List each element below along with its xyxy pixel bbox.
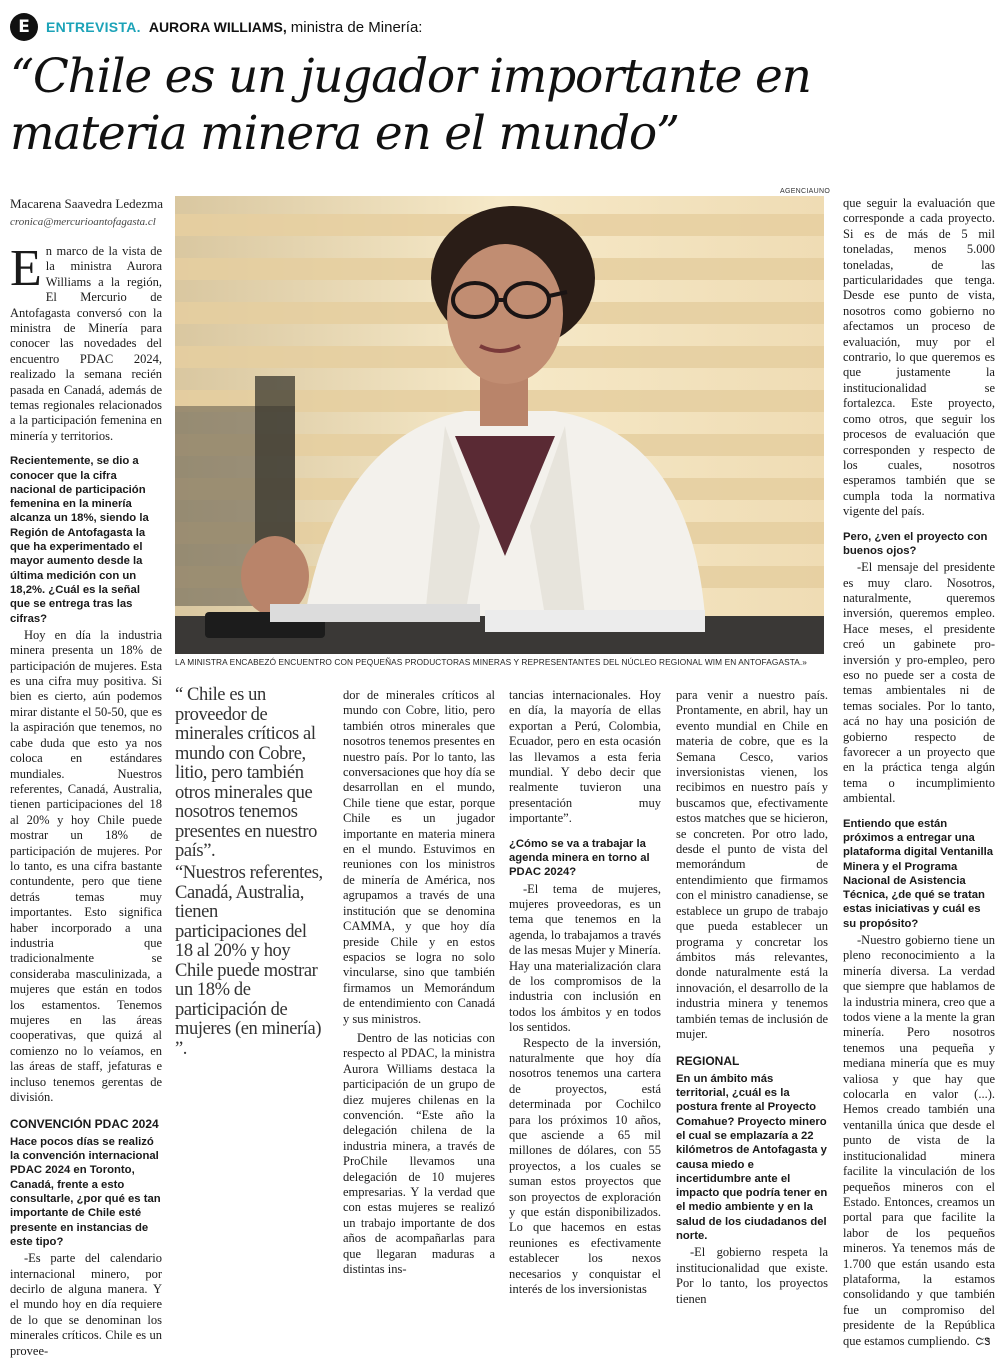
paragraph: tancias internacionales. Hoy en día, la mayoría de ellas exportan a Perú, Colombia, Ecuador, pero en esta ocasión las llevamos a esta feria mundial. Y debo decir que realmente tuvieron una presentación muy importante”. (509, 688, 661, 826)
answer: -Es parte del calendario internacional minero, por decirlo de alguna manera. Y el mundo hoy en día requiere de lo que se denominan los minerales críticos. Chile es un provee- (10, 1251, 162, 1358)
author-email: cronica@mercurioantofagasta.cl (10, 216, 156, 228)
section-badge: E (10, 13, 38, 41)
paragraph: para venir a nuestro país. Prontamente, en abril, hay un evento mundial en Chile en materia de cobre, que es la Semana Cesco, varios inversionistas vienen, los recibimos en nuestro país y buscamos que, efectivamente estos matches que se hicieron, se concreten. Por otro lado, desde el punto de vista del memorándum de entendimiento que firmamos con el ministro canadiense, se establece un grupo de trabajo que pueda establecer un programa y concretar los ámbitos más relevantes, donde naturalmente está la innovación, el desarrollo de la industria minera y tenemos también temas de inclusión de mujer. (676, 688, 828, 1041)
question: ¿Cómo se va a trabajar la agenda minera en torno al PDAC 2024? (509, 837, 650, 879)
question: Pero, ¿ven el proyecto con buenos ojos? (843, 530, 988, 557)
answer: -Nuestro gobierno tiene un pleno reconocimiento a la minería diversa. La verdad que siempre que hablamos de la industria minera, creo que a todos viene a la mente la gran minería. Pero nosotros tenemos una pequeña y mediana minería que es muy valiosa y que hay que colocarla en valor (...). Hemos creado también una ventanilla única que desde el punto de vista de la institucionalidad minera facilite la vinculación de los pequeños mineros con el Estado. Entonces, creamos un portal para que facilite la labor de los pequeños mineros. Ya tenemos más de 1.700 que están usando esta plataforma, la estamos consolidando y que también fue un compromiso del presidente de la República que estamos cumpliendo. ᏨᏕ (843, 933, 995, 1348)
answer: -El gobierno respeta la institucionalidad que existe. Por lo tanto, los proyectos tienen (676, 1245, 828, 1306)
question: Hace pocos días se realizó la convención internacional PDAC 2024 en Toronto, Canadá, frente a esto consultarle, ¿por qué es tan importante de Chile esté presente en instancias de este tipo? (10, 1135, 161, 1248)
minister-portrait-illustration (175, 196, 824, 654)
section-label: ENTREVISTA. (46, 19, 141, 35)
interviewee-role: ministra de Minería: (290, 18, 423, 36)
article-column-3 (343, 688, 495, 1277)
answer: Hoy en día la industria minera presenta un 18% de participación de mujeres. Esta es una cifra muy positiva. Si bien es cierto, aún podemos mirar distante el 50-50, que es la aspiración que tenemos, no cabe duda que esto ya nos coloca en estándares mundiales. Nuestros referentes, Canadá, Australia, tienen participaciones del 18 al 20% y hoy Chile puede mostrar un 18% de participación de mujeres. Por lo tanto, es una cifra bastante contundente, pero que tiene detrás temas muy importantes. Esto significa haber incorporado a una industria que tradicionalmente se consideraba masculinizada, a mujeres que están en todos los estamentos. Tenemos mujeres en las áreas cooperativas, que quizá al comienzo no lo veíamos, en las áreas de staff, jefaturas e incluso tenemos gerentas de división. (10, 627, 162, 1105)
pull-quote: “Nuestros referentes, Canadá, Australia, tienen participaciones del 18 al 20% y hoy Chile puede mostrar un 18% de participación de mujeres (en minería) ”. (175, 863, 323, 1059)
article-column-4 (509, 688, 661, 1298)
headline: “Chile es un jugador importante en materia minera en el mundo” (10, 49, 811, 161)
paragraph: Dentro de las noticias con respecto al PDAC, la ministra Aurora Williams destaca la participación de un grupo de diez mujeres chilenas en la convención. “Este año la delegación chilena de la industria minera, a través de ProChile llevamos una delegación de 10 mujeres empresarias. Y la verdad que con estas mujeres se realizó un trabajo importante de dos años de acompañarlas para que llegaran maduras a distintas ins- (343, 1030, 495, 1277)
byline (10, 196, 170, 228)
intro-paragraph: En marco de la vista de la ministra Aurora Williams a la región, El Mercurio de Antofagasta conversó con la ministra de Minería para conocer las novedades del encuentro PDAC 2024, realizado la semana recién pasada en Canadá, además de temas regionales relacionados a la participación femenina en minería y territorios. (10, 240, 162, 443)
answer: Respecto de la inversión, naturalmente que hoy día nosotros tenemos una cartera de proyectos, está determinada por Cochilco para los próximos 10 años, que asciende a 65 mil millones de dólares, con 55 proyectos, a los cuales se suman estos proyectos que son proyectos de exploración y que están disponibilizados. Lo que hacemos en estas reuniones es efectivamente establecer los nexos necesarios y conquistar el interés de los inversionistas (509, 1035, 661, 1297)
interviewee-name: AURORA WILLIAMS, (148, 19, 287, 35)
question: Entiendo que están próximos a entregar una plataforma digital Ventanilla Minera y el Programa Nacional de Asistencia Técnica, ¿de qué se tratan estas iniciativas y cuál es su propósito? (843, 817, 994, 930)
pull-quote: “ Chile es un proveedor de minerales críticos al mundo con Cobre, litio, pero también otros minerales que nosotros tenemos presentes en nuestro país”. (175, 685, 318, 861)
article-column-1 (10, 240, 162, 1359)
article-kicker (10, 12, 422, 42)
answer-continued: dor de minerales críticos al mundo con Cobre, litio, pero también otros minerales que nosotros tenemos presentes en nuestro país. Por lo tanto, las conversaciones que hoy día se desarrollan en el mundo, Chile tiene que estar, porque Chile es un jugador importante en materia minera en el mundo. Estuvimos en reuniones con los ministros de minería de América, nos agrupamos a través de una institución que se denomina CAMMA, y que hoy día preside Chile y en estos espacios se logra no solo vincularse, sino que también firmamos un Memorándum de entendimiento con Canadá y sus ministros. (343, 688, 495, 1026)
question: En un ámbito más territorial, ¿cuál es la postura frente al Proyecto Comahue? Proyecto minero el cual se emplazaría a 22 kilómetros de Antofagasta y causa miedo e incertidumbre ante el impacto que podría tener en el medio ambiente y en la salud de los ciudadanos del norte. (676, 1072, 828, 1243)
answer-continued: que seguir la evaluación que corresponde a cada proyecto. Si es de más de 5 mil toneladas, menos 5.000 toneladas, de las particularidades que tenga. Desde ese punto de vista, nosotros como gobierno no afectamos un proceso de evaluación, muy por el contrario, lo que queremos es que justamente la institucionalidad se fortalezca. Este proyecto, como otros, que seguir los procesos de evaluación que corresponden y respecto de los cuales, nosotros esperamos también que se cumpla toda la normativa vigente del país. (843, 196, 995, 519)
subheading: REGIONAL (676, 1054, 740, 1069)
photo-credit: AGENCIAUNO (780, 188, 831, 195)
answer: -El tema de mujeres, mujeres proveedoras, es un tema que tenemos en la agenda, lo trabajamos a través de las mesas Mujer y Minería. Hay una materialización clara de los compromisos de la industria con inclusión en todos los ámbitos y en todos los sentidos. (509, 881, 661, 1035)
author-name: Macarena Saavedra Ledezma (10, 196, 164, 211)
article-column-6 (843, 196, 995, 1350)
article-column-5 (676, 688, 828, 1307)
drop-cap: E (10, 240, 42, 297)
interview-photo (175, 196, 824, 654)
photo-caption: LA MINISTRA ENCABEZÓ ENCUENTRO CON PEQUEÑAS PRODUCTORAS MINERAS Y REPRESENTANTES DEL NÚCLEO REGIONAL WIM EN ANTOFAGASTA.» (175, 657, 808, 667)
subheading: CONVENCIÓN PDAC 2024 (10, 1117, 159, 1132)
question: Recientemente, se dio a conocer que la cifra nacional de participación femenina en la minería alcanza un 18%, siendo la Región de Antofagasta la que ha experimentado el mayor aumento desde la última medición con un 18,2%. ¿Cuál es la señal que se entrega tras las cifras? (10, 455, 149, 625)
answer: -El mensaje del presidente es muy claro. Nosotros, naturalmente, queremos inversión, queremos empleo. Hace meses, el presidente creó un gabinete pro-inversión y pro-empleo, pero eso no puede ser a costa de temas ambientales ni de temas sociales. Por lo tanto, acá no hay una posición de gobierno respecto de favorecer a un proyecto que en la práctica tenga algún tema o incumplimiento ambiental. (843, 560, 995, 806)
end-mark-icon: ᏨᏕ (975, 1336, 991, 1348)
